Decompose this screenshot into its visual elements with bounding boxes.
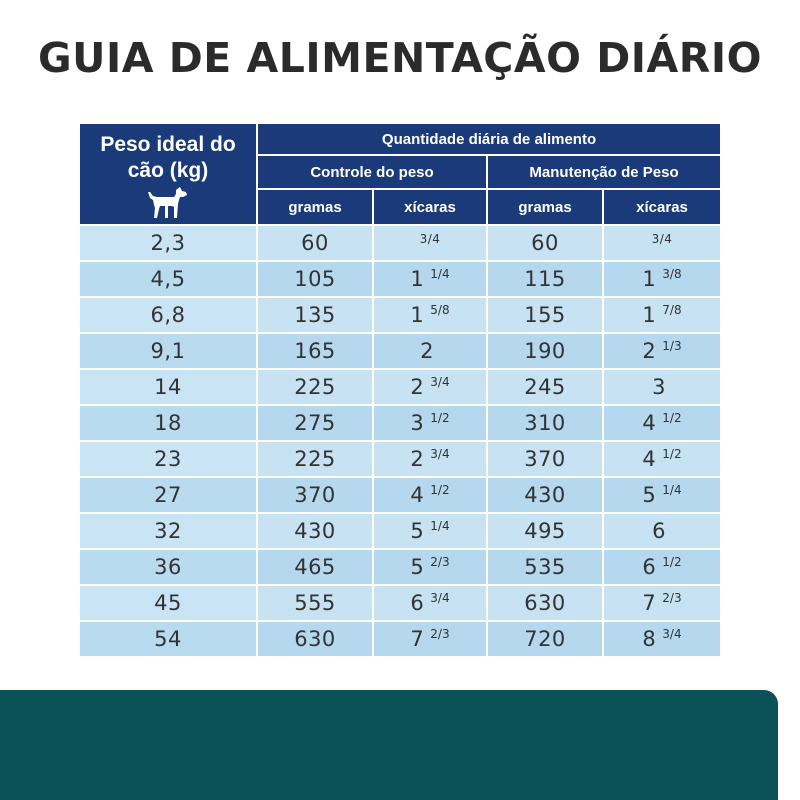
mt-cups-cell (604, 478, 720, 514)
wc-cups-whole: 5 (410, 555, 425, 579)
wc-cups-whole: 1 (410, 303, 425, 327)
mt-grams-cell (488, 442, 604, 478)
mt-cups-whole: 6 (642, 555, 657, 579)
mt-grams-cell (488, 514, 604, 550)
wc-cups-cell (374, 622, 488, 658)
table-row (80, 586, 720, 622)
wc-grams-cell (258, 298, 374, 334)
mt-cups-fraction: 1/2 (662, 447, 682, 461)
table-row (80, 262, 720, 298)
mt-cups-whole: 5 (642, 483, 657, 507)
wc-grams-cell (258, 550, 374, 586)
table-row (80, 550, 720, 586)
maintenance-header: Manutenção de Peso (488, 156, 720, 190)
wc-grams-cell (258, 586, 374, 622)
mt-grams-cell (488, 586, 604, 622)
weight-value: 2,3 (150, 231, 186, 255)
wc-cups-whole: 2 (410, 447, 425, 471)
wc-grams-value: 630 (294, 627, 336, 651)
mt-grams-value: 430 (524, 483, 566, 507)
wc-grams-value: 60 (301, 231, 329, 255)
weight-cell (80, 370, 258, 406)
mt-cups-header: xícaras (604, 190, 720, 226)
wc-grams-value: 165 (294, 339, 336, 363)
wc-cups-whole: 4 (410, 483, 425, 507)
mt-grams-cell (488, 298, 604, 334)
mt-cups-fraction: 2/3 (662, 591, 682, 605)
quantity-header: Quantidade diária de alimento (258, 124, 720, 156)
mt-grams-cell (488, 226, 604, 262)
mt-grams-value: 155 (524, 303, 566, 327)
mt-cups-whole: 3 (652, 375, 666, 399)
wc-grams-cell (258, 262, 374, 298)
mt-grams-cell (488, 622, 604, 658)
table-row (80, 334, 720, 370)
weight-value: 32 (154, 519, 182, 543)
wc-cups-fraction: 2/3 (430, 555, 450, 569)
wc-cups-cell (374, 226, 488, 262)
table-row (80, 406, 720, 442)
weight-cell (80, 226, 258, 262)
wc-cups-cell (374, 262, 488, 298)
wc-cups-cell (374, 586, 488, 622)
wc-grams-value: 105 (294, 267, 336, 291)
weight-cell (80, 298, 258, 334)
wc-cups-cell (374, 478, 488, 514)
wc-grams-header: gramas (258, 190, 374, 226)
weight-value: 23 (154, 447, 182, 471)
table-row (80, 298, 720, 334)
wc-grams-cell (258, 406, 374, 442)
mt-grams-cell (488, 334, 604, 370)
table-row (80, 226, 720, 262)
mt-cups-whole: 7 (642, 591, 657, 615)
wc-cups-whole: 2 (420, 339, 434, 363)
wc-grams-value: 555 (294, 591, 336, 615)
table-body (80, 226, 720, 658)
weight-cell (80, 514, 258, 550)
weight-value: 6,8 (150, 303, 186, 327)
wc-cups-cell (374, 334, 488, 370)
weight-value: 36 (154, 555, 182, 579)
wc-cups-fraction: 1/4 (430, 519, 450, 533)
mt-cups-cell (604, 586, 720, 622)
mt-cups-cell (604, 406, 720, 442)
mt-cups-fraction: 1/4 (662, 483, 682, 497)
mt-grams-value: 115 (524, 267, 566, 291)
weight-control-header: Controle do peso (258, 156, 488, 190)
wc-cups-cell (374, 298, 488, 334)
wc-grams-value: 225 (294, 447, 336, 471)
mt-cups-cell (604, 334, 720, 370)
mt-grams-value: 310 (524, 411, 566, 435)
wc-cups-fraction: 3/4 (430, 591, 450, 605)
mt-cups-cell (604, 622, 720, 658)
weight-value: 45 (154, 591, 182, 615)
wc-cups-cell (374, 370, 488, 406)
wc-cups-whole: 6 (410, 591, 425, 615)
weight-cell (80, 622, 258, 658)
mt-grams-value: 190 (524, 339, 566, 363)
weight-cell (80, 586, 258, 622)
mt-cups-cell (604, 442, 720, 478)
mt-cups-whole: 1 (642, 303, 657, 327)
mt-cups-cell (604, 550, 720, 586)
weight-cell (80, 442, 258, 478)
weight-cell (80, 478, 258, 514)
mt-grams-cell (488, 406, 604, 442)
weight-value: 4,5 (150, 267, 186, 291)
mt-cups-fraction: 1/2 (662, 555, 682, 569)
mt-cups-cell (604, 262, 720, 298)
wc-cups-whole: 1 (410, 267, 425, 291)
wc-cups-header: xícaras (374, 190, 488, 226)
mt-cups-whole: 4 (642, 447, 657, 471)
mt-grams-cell (488, 550, 604, 586)
mt-grams-cell (488, 370, 604, 406)
mt-grams-header: gramas (488, 190, 604, 226)
wc-grams-cell (258, 442, 374, 478)
table-row (80, 478, 720, 514)
mt-cups-whole: 8 (642, 627, 657, 651)
wc-grams-value: 225 (294, 375, 336, 399)
mt-cups-whole: 4 (642, 411, 657, 435)
mt-grams-value: 495 (524, 519, 566, 543)
wc-cups-fraction: 2/3 (430, 627, 450, 641)
wc-cups-fraction: 3/4 (430, 375, 450, 389)
weight-cell (80, 406, 258, 442)
wc-grams-cell (258, 334, 374, 370)
wc-cups-cell (374, 442, 488, 478)
mt-grams-cell (488, 262, 604, 298)
wc-grams-cell (258, 478, 374, 514)
mt-cups-cell (604, 226, 720, 262)
mt-grams-value: 630 (524, 591, 566, 615)
wc-cups-fraction: 3/4 (430, 447, 450, 461)
wc-cups-whole: 7 (410, 627, 425, 651)
mt-cups-fraction: 1/2 (662, 411, 682, 425)
footer-band (0, 690, 778, 800)
wc-grams-value: 430 (294, 519, 336, 543)
wc-cups-fraction: 5/8 (430, 303, 450, 317)
mt-grams-value: 720 (524, 627, 566, 651)
wc-grams-value: 465 (294, 555, 336, 579)
weight-value: 54 (154, 627, 182, 651)
weight-cell (80, 334, 258, 370)
mt-grams-cell (488, 478, 604, 514)
table-row (80, 514, 720, 550)
mt-cups-cell (604, 514, 720, 550)
wc-grams-cell (258, 226, 374, 262)
mt-cups-fraction: 3/4 (662, 627, 682, 641)
table-row (80, 370, 720, 406)
mt-cups-fraction: 3/8 (662, 267, 682, 281)
feeding-guide-table (80, 124, 720, 658)
wc-cups-fraction: 1/2 (430, 483, 450, 497)
wc-grams-cell (258, 622, 374, 658)
wc-cups-whole: 5 (410, 519, 425, 543)
weight-header (80, 124, 258, 226)
mt-cups-whole: 2 (642, 339, 657, 363)
mt-grams-value: 535 (524, 555, 566, 579)
dog-icon (146, 186, 190, 220)
weight-header-label: Peso ideal do cão (kg) (100, 133, 236, 182)
wc-cups-whole: 2 (410, 375, 425, 399)
weight-value: 14 (154, 375, 182, 399)
wc-grams-cell (258, 514, 374, 550)
wc-grams-value: 275 (294, 411, 336, 435)
mt-cups-fraction: 7/8 (662, 303, 682, 317)
mt-cups-whole: 6 (652, 519, 666, 543)
wc-cups-fraction: 1/4 (430, 267, 450, 281)
weight-value: 27 (154, 483, 182, 507)
mt-cups-cell (604, 370, 720, 406)
wc-cups-cell (374, 550, 488, 586)
wc-grams-value: 135 (294, 303, 336, 327)
weight-value: 18 (154, 411, 182, 435)
mt-cups-whole: 1 (642, 267, 657, 291)
page-title: GUIA DE ALIMENTAÇÃO DIÁRIO (38, 34, 762, 82)
wc-cups-cell (374, 406, 488, 442)
wc-cups-cell (374, 514, 488, 550)
wc-grams-value: 370 (294, 483, 336, 507)
mt-grams-value: 370 (524, 447, 566, 471)
wc-cups-fraction: 3/4 (419, 232, 441, 246)
mt-grams-value: 245 (524, 375, 566, 399)
mt-cups-fraction: 1/3 (662, 339, 682, 353)
mt-grams-value: 60 (531, 231, 559, 255)
weight-value: 9,1 (150, 339, 186, 363)
mt-cups-fraction: 3/4 (651, 232, 673, 246)
weight-cell (80, 262, 258, 298)
wc-cups-fraction: 1/2 (430, 411, 450, 425)
table-row (80, 442, 720, 478)
wc-cups-whole: 3 (410, 411, 425, 435)
mt-cups-cell (604, 298, 720, 334)
table-row (80, 622, 720, 658)
weight-cell (80, 550, 258, 586)
wc-grams-cell (258, 370, 374, 406)
